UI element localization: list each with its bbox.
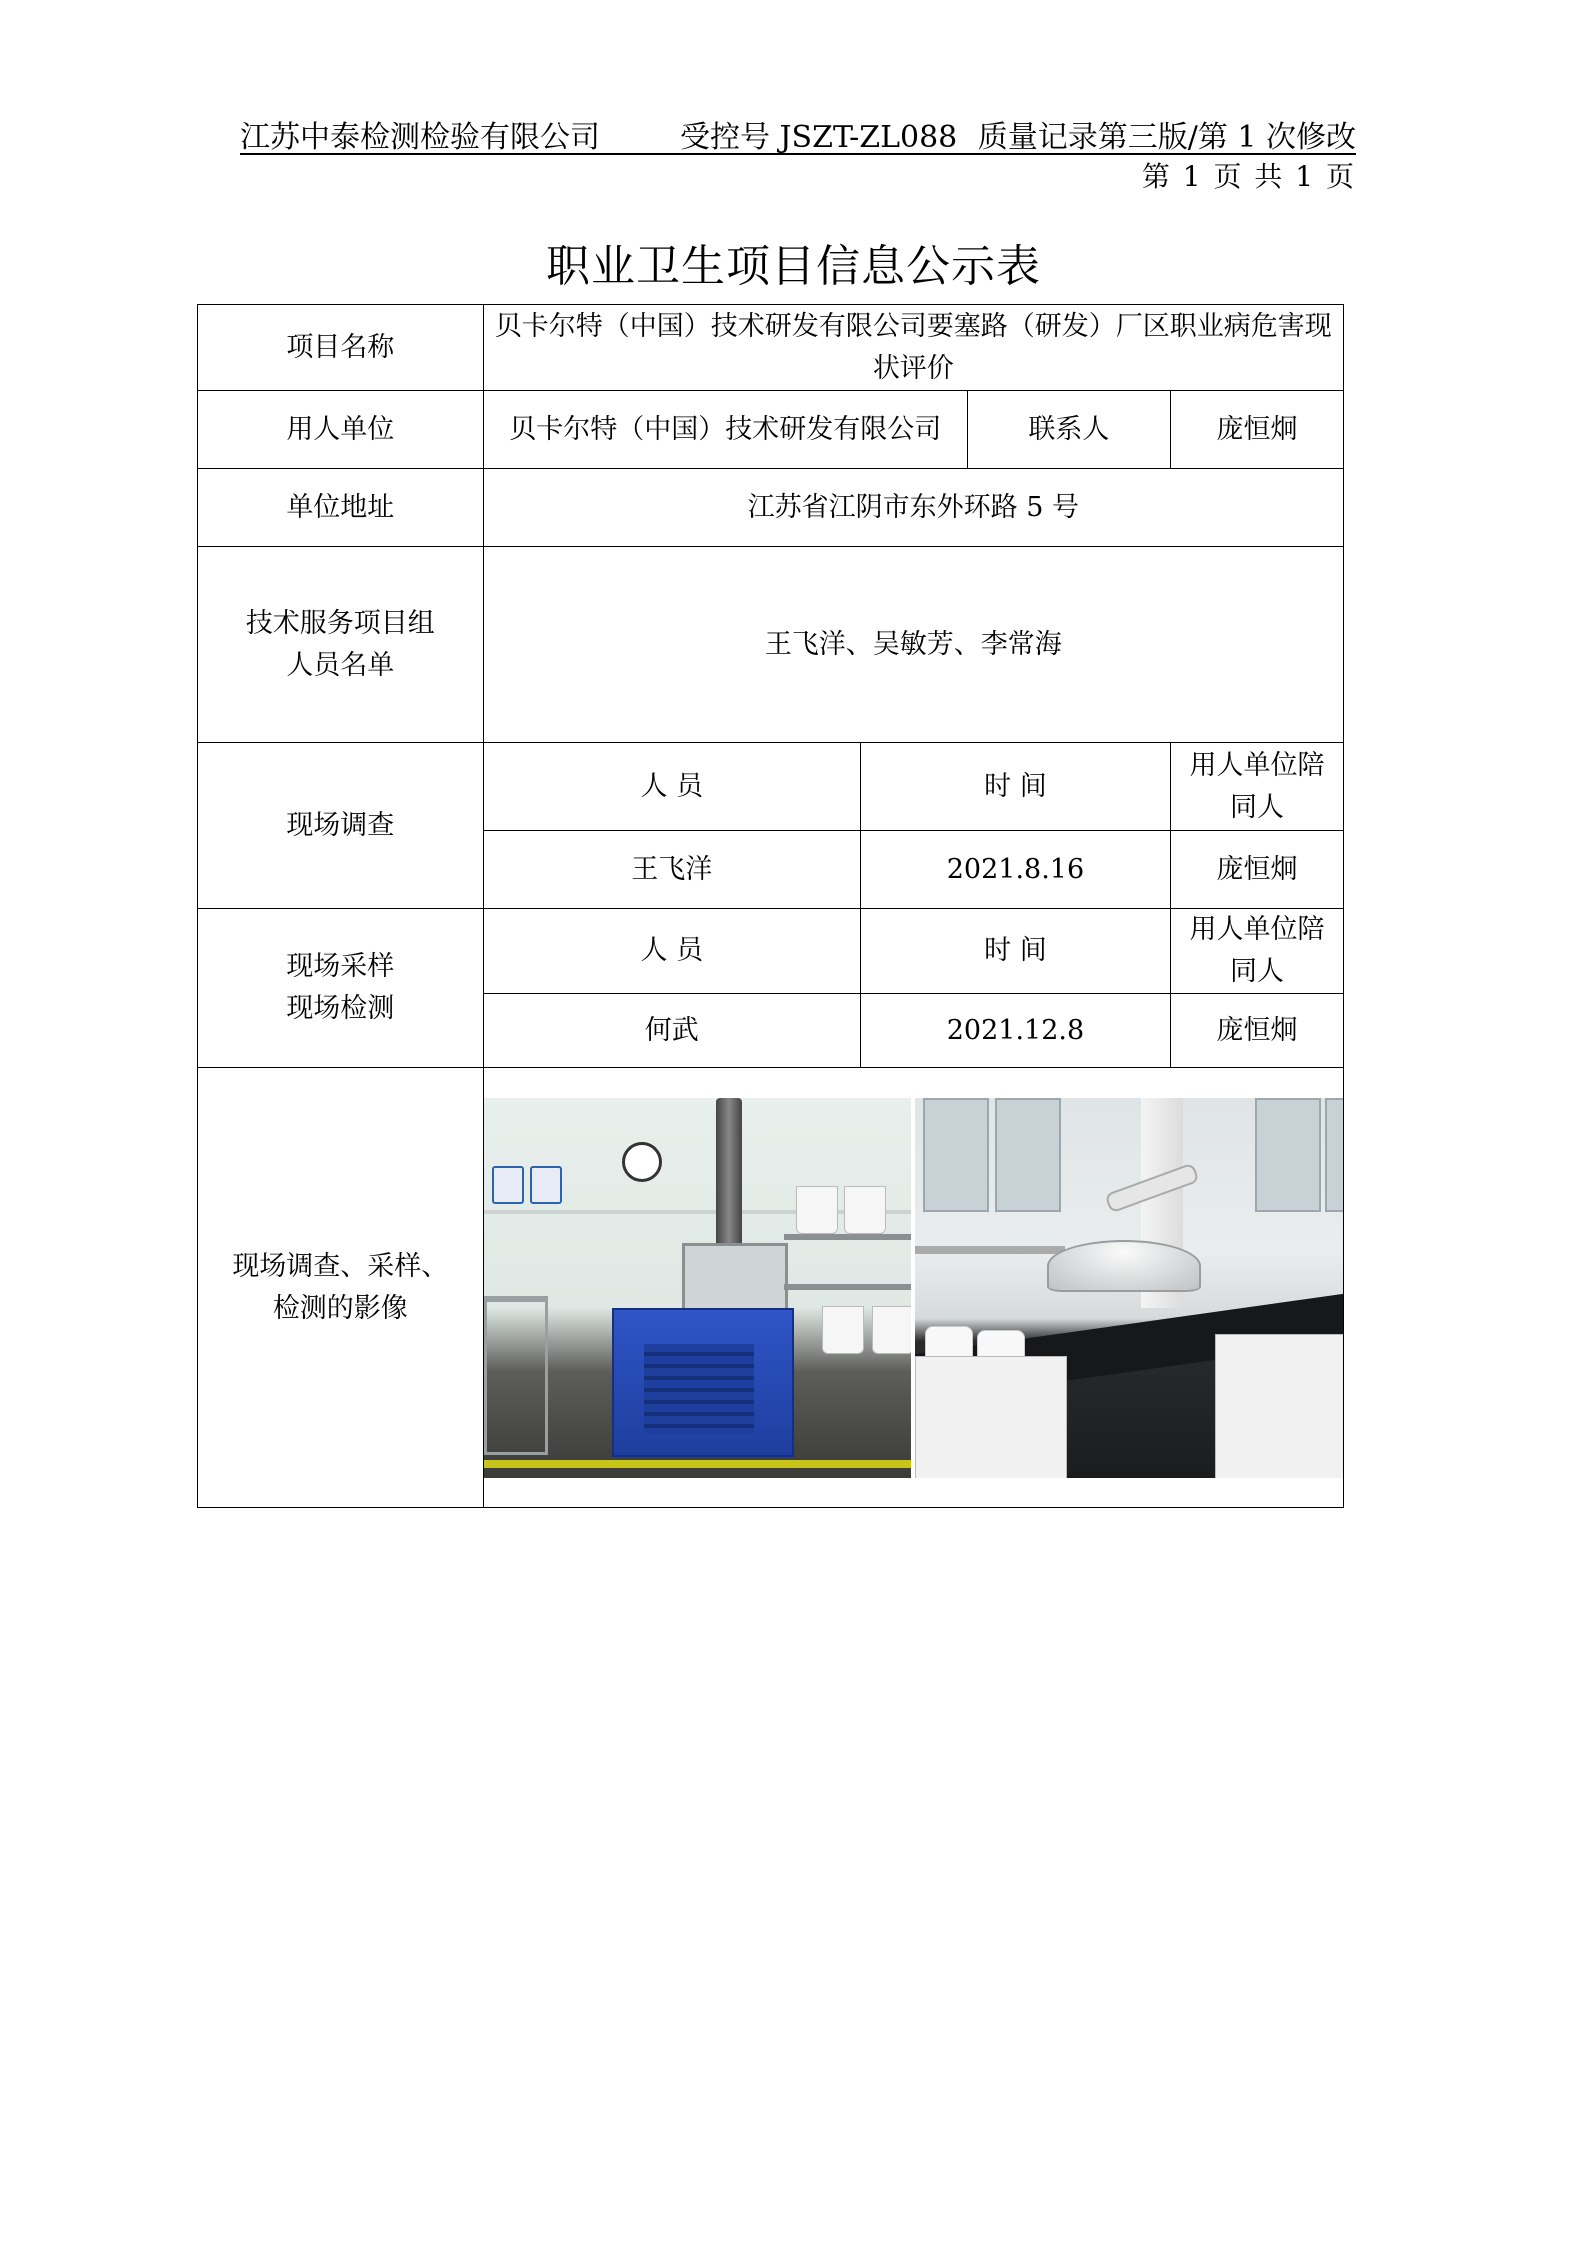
images-label-line1: 现场调查、采样、 <box>232 1250 449 1282</box>
blue-extraction-machine <box>612 1308 794 1457</box>
exhaust-duct <box>716 1098 742 1248</box>
survey-header-person: 人 员 <box>483 743 860 831</box>
survey-header-escort: 用人单位陪同人 <box>1170 743 1343 831</box>
row-address <box>198 469 1344 547</box>
project-name-value: 贝卡尔特（中国）技术研发有限公司要塞路（研发）厂区职业病危害现状评价 <box>483 305 1343 391</box>
sampling-header-person: 人 员 <box>483 909 860 994</box>
team-label-line2: 人员名单 <box>286 649 395 681</box>
team-label-line1: 技术服务项目组 <box>245 607 435 639</box>
survey-time: 2021.8.16 <box>860 831 1170 909</box>
header-control-number: 受控号 JSZT-ZL088 <box>680 120 958 155</box>
row-project-name <box>198 305 1344 391</box>
survey-label: 现场调查 <box>198 743 484 909</box>
contact-label: 联系人 <box>967 391 1170 469</box>
team-label <box>198 547 484 743</box>
header-record-version: 质量记录第三版/第 1 次修改 <box>977 120 1356 155</box>
page-title: 职业卫生项目信息公示表 <box>546 241 1041 292</box>
floor-warning-tape <box>484 1460 912 1468</box>
images-cell <box>483 1068 1343 1508</box>
address-label: 单位地址 <box>198 469 484 547</box>
project-name-label: 项目名称 <box>198 305 484 391</box>
sampling-label-line1: 现场采样 <box>286 951 395 982</box>
extraction-hood-icon <box>1047 1240 1201 1292</box>
blue-machine-photo <box>484 1098 912 1478</box>
sampling-time: 2021.12.8 <box>860 994 1170 1068</box>
row-images <box>198 1068 1344 1508</box>
employer-label: 用人单位 <box>198 391 484 469</box>
sampling-label <box>198 909 484 1068</box>
employer-value: 贝卡尔特（中国）技术研发有限公司 <box>483 391 967 469</box>
photo-strip <box>484 1098 1343 1478</box>
survey-header-time: 时 间 <box>860 743 1170 831</box>
safety-sign-icon <box>530 1166 562 1204</box>
info-table <box>197 304 1344 1508</box>
row-employer <box>198 391 1344 469</box>
contact-value: 庞恒炯 <box>1170 391 1343 469</box>
lab-bench-photo <box>915 1098 1343 1478</box>
sampling-person: 何武 <box>483 994 860 1068</box>
team-value: 王飞洋、吴敏芳、李常海 <box>483 547 1343 743</box>
sampling-escort: 庞恒炯 <box>1170 994 1343 1068</box>
address-value: 江苏省江阴市东外环路 5 号 <box>483 469 1343 547</box>
survey-person: 王飞洋 <box>483 831 860 909</box>
sampling-header-time: 时 间 <box>860 909 1170 994</box>
row-team <box>198 547 1344 743</box>
steel-cart <box>484 1296 548 1455</box>
images-label-line2: 检测的影像 <box>272 1292 408 1324</box>
sampling-label-line2: 现场检测 <box>286 993 395 1024</box>
sampling-header-escort: 用人单位陪同人 <box>1170 909 1343 994</box>
wall-clock-icon <box>622 1142 662 1182</box>
page-info: 第 1 页 共 1 页 <box>1141 160 1354 193</box>
row-survey-header <box>198 743 1344 831</box>
images-label <box>198 1068 484 1508</box>
header-company: 江苏中泰检测检验有限公司 <box>240 120 600 155</box>
row-sampling-header <box>198 909 1344 994</box>
survey-escort: 庞恒炯 <box>1170 831 1343 909</box>
safety-sign-icon <box>492 1166 524 1204</box>
